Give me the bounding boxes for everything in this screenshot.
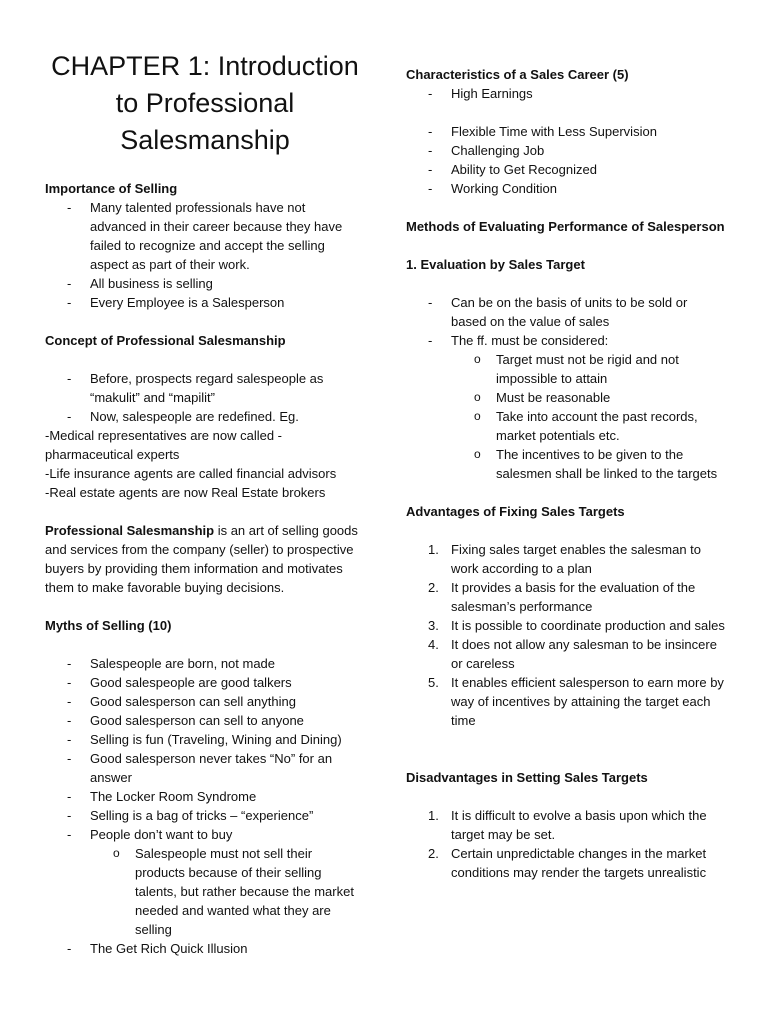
definition-term: Professional Salesmanship [45,523,215,538]
item-text: It is possible to coordinate production and sales [451,618,725,633]
item-number: 2. [428,580,439,595]
list-item: - Good salesperson can sell anything [45,692,365,711]
list-item: - Challenging Job [406,141,726,160]
item-number: 1. [428,542,439,557]
sub-list-item: o Target must not be rigid and not impossible to attain [406,350,726,388]
list-item: - Selling is a bag of tricks – “experience” [45,806,365,825]
sub-list-item: o The incentives to be given to the salesmen shall be linked to the targets [406,445,726,483]
item-number: 5. [428,675,439,690]
list-item: - Flexible Time with Less Supervision [406,122,726,141]
list-item: - High Earnings [406,84,726,103]
left-column [45,48,365,958]
list-item: - The ff. must be considered: [406,331,726,350]
list-item: - Good salesperson never takes “No” for an answer [45,749,365,787]
list-item [406,635,726,673]
list-item: - Every Employee is a Salesperson [45,293,365,312]
item-text: Fixing sales target enables the salesman to work according to a plan [451,542,702,576]
myths-heading: Myths of Selling (10) [45,618,172,633]
list-item: - Salespeople are born, not made [45,654,365,673]
list-item: - Many talented professionals have not advanced in their career because they have failed to recognize and accept the selling aspect as part of their work. [45,198,365,274]
evaluation-sublist [406,350,726,483]
list-item [406,540,726,578]
list-item: - All business is selling [45,274,365,293]
item-text: It does not allow any salesman to be insincere or careless [451,637,717,671]
item-number: 1. [428,808,439,823]
list-item: - People don’t want to buy [45,825,365,844]
methods-heading: Methods of Evaluating Performance of Salesperson [406,219,725,234]
myths-list [45,654,365,844]
characteristics-heading: Characteristics of a Sales Career (5) [406,67,629,82]
advantages-heading: Advantages of Fixing Sales Targets [406,504,625,519]
list-item: - Good salespeople are good talkers [45,673,365,692]
item-number: 4. [428,637,439,652]
list-item: - Working Condition [406,179,726,198]
right-column [406,65,726,882]
myths-list-end [45,939,365,958]
list-item [406,844,726,882]
concept-list [45,369,365,426]
evaluation-heading: 1. Evaluation by Sales Target [406,257,585,272]
concept-line: -Real estate agents are now Real Estate brokers [45,485,326,500]
list-item: - Selling is fun (Traveling, Wining and Dining) [45,730,365,749]
disadvantages-list [406,806,726,882]
list-item: - Good salesperson can sell to anyone [45,711,365,730]
myths-sublist [45,844,365,939]
sub-list-item: o Salespeople must not sell their products because of their selling talents, but rather because the market needed and wanted what they are selling [45,844,365,939]
item-text: It enables efficient salesperson to earn more by way of incentives by attaining the target each time [451,675,724,728]
list-item: - The Get Rich Quick Illusion [45,939,365,958]
list-item: - The Locker Room Syndrome [45,787,365,806]
sub-list-item: o Take into account the past records, market potentials etc. [406,407,726,445]
item-text: It is difficult to evolve a basis upon which the target may be set. [451,808,707,842]
sub-list-item: o Must be reasonable [406,388,726,407]
chapter-title: CHAPTER 1: Introduction to Professional Salesmanship [51,51,359,155]
list-item [406,806,726,844]
characteristics-list [406,122,726,198]
evaluation-list [406,293,726,350]
list-item: - Can be on the basis of units to be sold or based on the value of sales [406,293,726,331]
concept-line: -Medical representatives are now called - pharmaceutical experts [45,428,282,462]
concept-heading: Concept of Professional Salesmanship [45,333,286,348]
definition-paragraph [45,521,365,597]
list-item [406,616,726,635]
disadvantages-heading: Disadvantages in Setting Sales Targets [406,770,648,785]
item-number: 2. [428,846,439,861]
definition-text: is an art of selling goods and services from the company (seller) to prospective buyers by providing them information and motivates them to make favorable buying decisions. [45,523,358,595]
concept-line: -Life insurance agents are called financial advisors [45,466,337,481]
advantages-list [406,540,726,730]
list-item [406,673,726,730]
importance-list [45,198,365,312]
item-text: It provides a basis for the evaluation of the salesman’s performance [451,580,696,614]
item-text: Certain unpredictable changes in the market conditions may render the targets unrealistic [451,846,707,880]
characteristics-list-first [406,84,726,103]
list-item [406,578,726,616]
importance-heading: Importance of Selling [45,181,178,196]
item-number: 3. [428,618,439,633]
list-item: - Now, salespeople are redefined. Eg. [45,407,365,426]
list-item: - Ability to Get Recognized [406,160,726,179]
list-item: - Before, prospects regard salespeople as “makulit” and “mapilit” [45,369,365,407]
